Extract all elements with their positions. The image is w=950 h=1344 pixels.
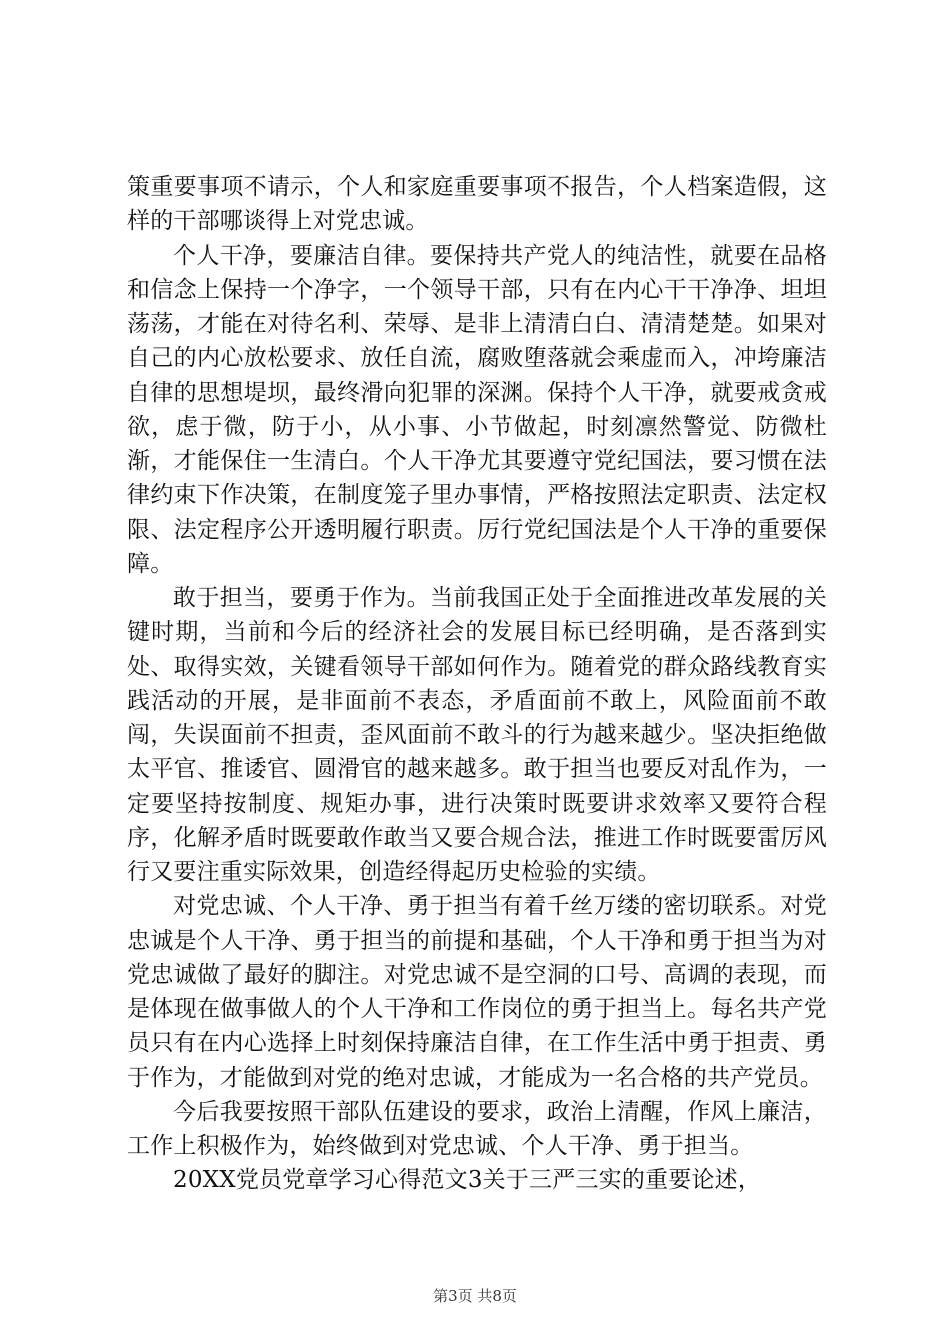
page-footer	[0, 1286, 950, 1306]
paragraph-4: 对党忠诚、个人干净、勇于担当有着千丝万缕的密切联系。对党忠诚是个人干净、勇于担当的前提和基础，个人干净和勇于担当为对党忠诚做了最好的脚注。对党忠诚不是空洞的口号、高调的表现，而是体现在做事做人的个人干净和工作岗位的勇于担当上。每名共产党员只有在内心选择上时刻保持廉洁自律，在工作生活中勇于担责、勇于作为，才能做到对党的绝对忠诚，才能成为一名合格的共产党员。	[127, 893, 827, 1091]
paragraph-1: 策重要事项不请示，个人和家庭重要事项不报告，个人档案造假，这样的干部哪谈得上对党忠诚。	[127, 174, 827, 235]
paragraph-3: 敢于担当，要勇于作为。当前我国正处于全面推进改革发展的关键时期，当前和今后的经济社会的发展目标已经明确，是否落到实处、取得实效，关键看领导干部如何作为。随着党的群众路线教育实践活动的开展，是非面前不表态，矛盾面前不敢上，风险面前不敢闯，失误面前不担责，歪风面前不敢斗的行为越来越少。坚决拒绝做太平官、推诿官、圆滑官的越来越多。敢于担当也要反对乱作为，一定要坚持按制度、规矩办事，进行决策时既要讲求效率又要符合程序，化解矛盾时既要敢作敢当又要合规合法，推进工作时既要雷厉风行又要注重实际效果，创造经得起历史检验的实绩。	[127, 585, 827, 885]
paragraph-6: 20XX党员党章学习心得范文3关于三严三实的重要论述，	[173, 1167, 762, 1194]
paragraph-5: 今后我要按照干部队伍建设的要求，政治上清醒，作风上廉洁，工作上积极作为，始终做到对党忠诚、个人干净、勇于担当。	[127, 1098, 827, 1159]
document-body	[127, 170, 827, 1198]
paragraph-2: 个人干净，要廉洁自律。要保持共产党人的纯洁性，就要在品格和信念上保持一个净字，一个领导干部，只有在内心干干净净、坦坦荡荡，才能在对待名利、荣辱、是非上清清白白、清清楚楚。如果对自己的内心放松要求、放任自流，腐败堕落就会乘虚而入，冲垮廉洁自律的思想堤坝，最终滑向犯罪的深渊。保持个人干净，就要戒贪戒欲，虑于微，防于小，从小事、小节做起，时刻凛然警觉、防微杜渐，才能保住一生清白。个人干净尤其要遵守党纪国法，要习惯在法律约束下作决策，在制度笼子里办事情，严格按照法定职责、法定权限、法定程序公开透明履行职责。厉行党纪国法是个人干净的重要保障。	[127, 242, 827, 577]
page-number: 第3页 共8页	[433, 1287, 517, 1305]
